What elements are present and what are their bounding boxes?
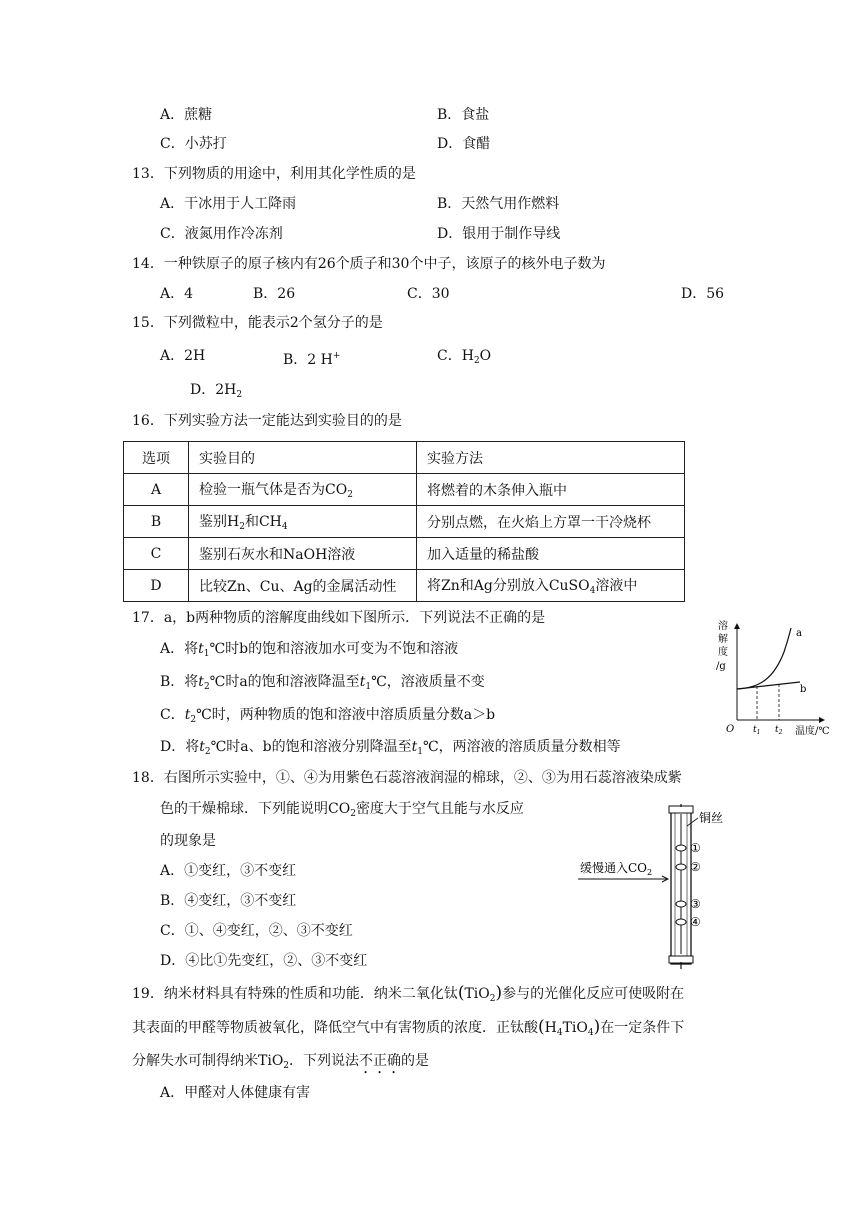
bottom-stopper [669, 956, 693, 963]
table-row [124, 506, 685, 538]
table-header-row [124, 442, 685, 474]
q12-option-a: A．蔗糖 [160, 107, 213, 123]
q13-option-c: C．液氮用作冷冻剂 [160, 226, 283, 242]
q14-option-c: C．30 [407, 286, 450, 302]
table-cell: 比较Zn、Cu、Ag的金属活动性 [189, 570, 417, 602]
q17-option-a: A．将$t_1℃$时b的饱和溶液加水可变为不饱和溶液 [160, 641, 459, 659]
solubility-curve-figure [712, 616, 842, 740]
cotton-ball-2 [676, 864, 686, 870]
table-cell: 分别点燃，在火焰上方罩一干冷烧杯 [417, 506, 685, 538]
q14-option-a: A．4 [160, 286, 194, 302]
table-cell: 将Zn和Ag分别放入CuSO$_4$溶液中 [417, 570, 685, 602]
table-cell: 检验一瓶气体是否为$CO_2$ [189, 474, 417, 506]
q18-line-1: 18．右图所示实验中，①、④为用紫色石蕊溶液润湿的棉球，②、③为用石蕊溶液染成紫 [132, 770, 682, 786]
table-cell: 鉴别$H_2$和$CH_4$ [189, 506, 417, 538]
table-header: 实验目的 [189, 442, 417, 474]
table-row [124, 474, 685, 506]
q13-stem: 13．下列物质的用途中，利用其化学性质的是 [132, 166, 416, 182]
q12-option-b: B．食盐 [437, 107, 490, 123]
y-label-2: 解 [718, 634, 728, 645]
x-axis-label: 温度/℃ [795, 726, 830, 737]
marker-2: ② [690, 860, 701, 874]
q19-line-2: 其表面的甲醛等物质被氧化，降低空气中有害物质的浓度．正钛酸$(H_4TiO_4)$在一定条件下 [132, 1017, 685, 1038]
table-row [124, 570, 685, 602]
cotton-ball-1 [676, 845, 686, 851]
q15-stem: 15．下列微粒中，能表示2个氢分子的是 [132, 315, 383, 331]
top-stopper [669, 806, 693, 813]
marker-3: ③ [690, 897, 701, 911]
q13-option-b: B．天然气用作燃料 [437, 196, 560, 212]
marker-1: ① [690, 841, 701, 855]
t1-label: $t_1$ [753, 725, 761, 736]
q16-stem: 16．下列实验方法一定能达到实验目的的是 [132, 413, 402, 429]
q19-line-1: 19．纳米材料具有特殊的性质和功能．纳米二氧化钛(TiO$_2$)参与的光催化反应可使吸附在 [132, 983, 685, 1004]
table-cell: 鉴别石灰水和NaOH溶液 [189, 538, 417, 570]
table-header: 实验方法 [417, 442, 685, 474]
curve-b [737, 682, 800, 689]
marker-4: ④ [690, 915, 701, 929]
curve-b-label: b [800, 684, 807, 695]
q17-option-c: C．$t_2℃$时，两种物质的饱和溶液中溶质质量分数a＞b [160, 707, 496, 725]
q15-option-c: C．$H_2O$ [437, 348, 492, 366]
origin-label: O [726, 724, 735, 735]
y-label-1: 溶 [718, 621, 728, 632]
inlet-label: 缓慢通入$CO_2$ [580, 861, 653, 877]
co2-tube-figure [578, 804, 738, 974]
table-cell: A [124, 474, 189, 506]
q17-option-d: D．将$t_2℃$时a、b的饱和溶液分别降温至$t_1℃$，两溶液的溶质质量分数相等 [160, 739, 621, 757]
q14-stem: 14．一种铁原子的原子核内有26个质子和30个中子，该原子的核外电子数为 [132, 256, 606, 272]
curve-a [737, 628, 791, 689]
q15-option-d: D．$2H_2$ [190, 382, 243, 400]
t2-label: $t_2$ [775, 725, 783, 736]
table-cell: C [124, 538, 189, 570]
q14-option-d: D．56 [681, 286, 725, 302]
table-cell: B [124, 506, 189, 538]
q13-option-a: A．干冰用于人工降雨 [160, 196, 297, 212]
curve-a-label: a [796, 628, 802, 639]
q18-option-b: B．④变红，③不变红 [160, 893, 297, 909]
table-cell: 将燃着的木条伸入瓶中 [417, 474, 685, 506]
table-cell: D [124, 570, 189, 602]
q19-option-a: A．甲醛对人体健康有害 [160, 1085, 311, 1101]
cotton-ball-3 [676, 901, 686, 907]
q18-line-3: 的现象是 [160, 833, 216, 849]
experiment-table [123, 441, 685, 602]
q12-option-c: C．小苏打 [160, 136, 227, 152]
q19-line-3: 分解失水可制得纳米TiO$_2$．下列说法不正确的是 [132, 1053, 430, 1071]
cotton-ball-4 [676, 919, 686, 925]
y-label-3: 度 [718, 647, 728, 658]
q13-option-d: D．银用于制作导线 [437, 226, 561, 242]
q18-option-c: C．①、④变红，②、③不变红 [160, 923, 353, 939]
table-row [124, 538, 685, 570]
q12-option-d: D．食醋 [437, 136, 491, 152]
q17-stem: 17．a，b两种物质的溶解度曲线如下图所示．下列说法不正确的是 [132, 610, 546, 626]
q17-option-b: B．将$t_2℃$时a的饱和溶液降温至$t_1℃$，溶液质量不变 [160, 674, 485, 692]
q18-option-a: A．①变红，③不变红 [160, 863, 297, 879]
q15-option-b: B．2 H+ [283, 351, 341, 368]
table-header: 选项 [124, 442, 189, 474]
q18-line-2: 色的干燥棉球．下列能说明$CO_2$密度大于空气且能与水反应 [160, 801, 524, 819]
q18-option-d: D．④比①先变红，②、③不变红 [160, 953, 368, 969]
q15-a-formula: 2H [184, 348, 206, 364]
copper-wire-label: 铜丝 [699, 811, 724, 825]
y-label-4: /g [716, 661, 726, 672]
table-cell: 加入适量的稀盐酸 [417, 538, 685, 570]
q14-option-b: B．26 [253, 286, 296, 302]
emphasis-not-correct: 不正确 [359, 1053, 402, 1069]
q15-option-a: A．2H [160, 348, 206, 364]
